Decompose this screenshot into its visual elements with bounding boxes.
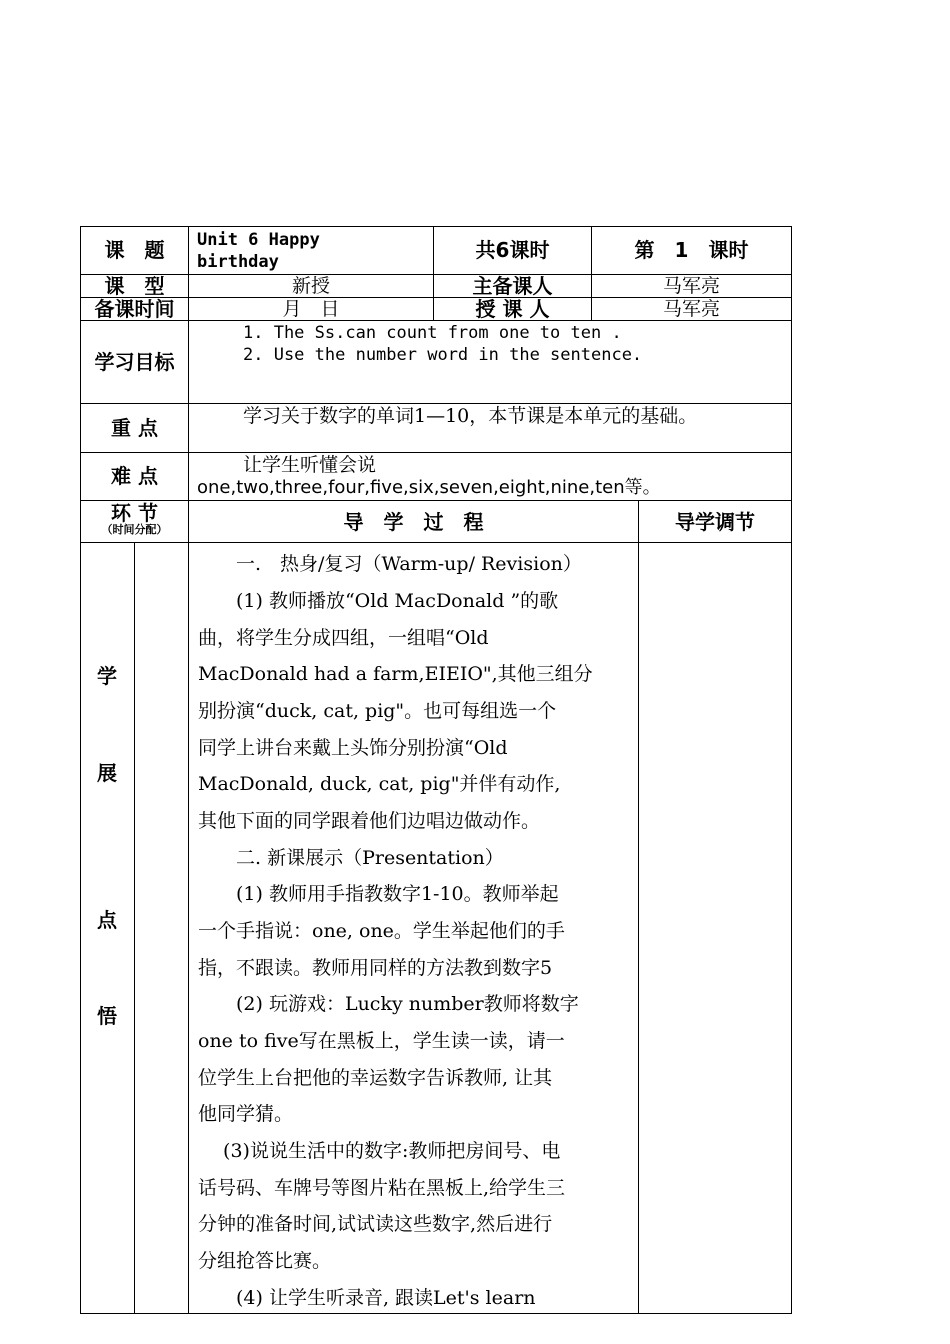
process-line: 别扮演“duck, cat, pig"。也可每组选一个 [198, 700, 557, 722]
process-line: one to five写在黑板上，学生读一读，请一 [198, 1030, 565, 1052]
key-point-label: 重 点 [111, 416, 158, 440]
period-number: 第 1 课时 [634, 238, 749, 262]
objective-item-1: 1. The Ss.can count from one to ten . [243, 323, 622, 343]
section-label: 环 节 [111, 501, 158, 525]
process-line: 一个手指说：one, one。学生举起他们的手 [198, 920, 565, 942]
process-line: (1) 教师播放“Old MacDonald ”的歌 [198, 590, 559, 612]
side-char-zhan: 展 [97, 761, 117, 785]
adjust-label: 导学调节 [675, 510, 755, 534]
difficulty-line1: 让学生听懂会说 [243, 454, 377, 476]
process-line: 分组抢答比赛。 [198, 1250, 332, 1272]
difficulty-label: 难 点 [111, 464, 158, 488]
prep-time-label: 备课时间 [94, 297, 175, 321]
process-line: (3)说说生活中的数字:教师把房间号、电 [198, 1140, 561, 1162]
key-point-text: 学习关于数字的单词1—10，本节课是本单元的基础。 [243, 405, 698, 427]
total-periods: 共6课时 [475, 238, 550, 262]
side-char-dian: 点 [97, 908, 117, 932]
process-line: 话号码、车牌号等图片粘在黑板上,给学生三 [198, 1177, 566, 1199]
process-line: MacDonald had a farm,EIEIO",其他三组分 [198, 663, 593, 685]
process-line: 二. 新课展示（Presentation） [198, 847, 504, 869]
process-line: 指，不跟读。教师用同样的方法教到数字5 [198, 957, 553, 979]
type-label: 课 型 [104, 274, 165, 298]
topic-label: 课 题 [104, 238, 165, 262]
cell-adjust-content [638, 542, 792, 1314]
objective-item-2: 2. Use the number word in the sentence. [243, 345, 643, 365]
process-line: 同学上讲台来戴上头饰分别扮演“Old [198, 737, 508, 759]
lead-teacher-value: 马军亮 [662, 275, 720, 297]
process-label: 导 学 过 程 [343, 510, 484, 534]
lead-teacher-label: 主备课人 [472, 274, 553, 298]
side-char-wu: 悟 [97, 1004, 117, 1028]
cell-side-blank [134, 542, 189, 1314]
side-char-xue: 学 [97, 664, 117, 688]
process-line: MacDonald, duck, cat, pig"并伴有动作, [198, 773, 561, 795]
process-line: 分钟的准备时间,试试读这些数字,然后进行 [198, 1213, 553, 1235]
teacher-label: 授 课 人 [475, 297, 550, 321]
process-line: (2) 玩游戏：Lucky number教师将数字 [198, 993, 579, 1015]
type-value: 新授 [291, 275, 330, 297]
objectives-label: 学习目标 [94, 350, 175, 374]
section-time-allocation: （时间分配） [101, 523, 168, 536]
teacher-value: 马军亮 [662, 298, 720, 320]
difficulty-line2: one,two,three,four,five,six,seven,eight,nine,ten等。 [197, 477, 661, 498]
process-line: 其他下面的同学跟着他们边唱边做动作。 [198, 810, 541, 832]
process-line: 位学生上台把他的幸运数字告诉教师, 让其 [198, 1067, 553, 1089]
process-line: 他同学猜。 [198, 1103, 294, 1125]
process-line: (4) 让学生听录音, 跟读Let's learn [198, 1287, 536, 1309]
process-line: 曲，将学生分成四组，一组唱“Old [198, 627, 489, 649]
prep-time-value: 月 日 [282, 298, 340, 320]
unit-title-line2: birthday [197, 252, 279, 272]
process-line: (1) 教师用手指教数字1-10。教师举起 [198, 883, 559, 905]
unit-title-line1: Unit 6 Happy [197, 230, 320, 250]
process-line: 一. 热身/复习（Warm-up/ Revision） [198, 553, 582, 575]
